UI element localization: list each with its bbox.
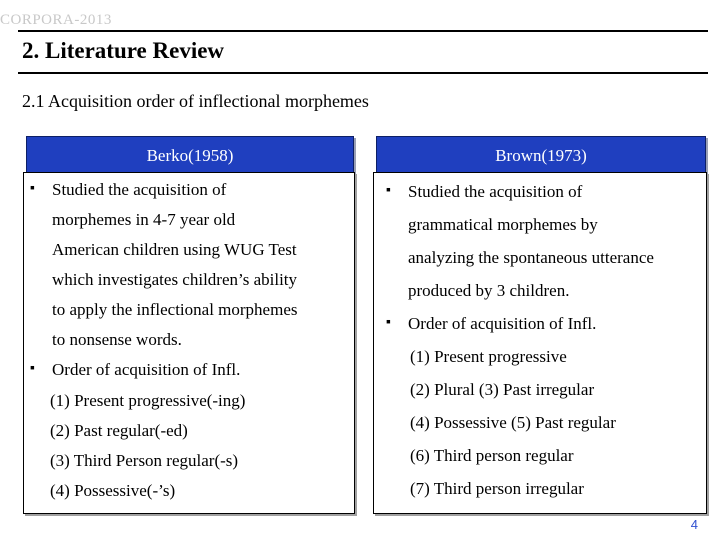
- brown-order-item: (7) Third person irregular: [410, 479, 584, 498]
- berko-order-item: (3) Third Person regular(-s): [50, 451, 239, 470]
- berko-line: ▪ Order of acquisition of Infl.: [52, 360, 240, 380]
- berko-line: ▪ Studied the acquisition of: [52, 180, 226, 200]
- berko-header: Berko(1958): [26, 136, 354, 176]
- berko-line: to nonsense words.: [52, 330, 182, 349]
- berko-order-item: (2) Past regular(-ed): [50, 421, 188, 440]
- berko-order-item: (1) Present progressive(-ing): [50, 391, 246, 410]
- brown-line: produced by 3 children.: [408, 281, 570, 300]
- brown-order-item: (4) Possessive (5) Past regular: [410, 413, 616, 432]
- brown-order-item: (6) Third person regular: [410, 446, 574, 465]
- page-number: 4: [690, 517, 698, 532]
- slide-title: 2. Literature Review: [22, 38, 225, 63]
- section-heading: 2.1 Acquisition order of inflectional morphemes: [22, 91, 369, 111]
- berko-order-item: (4) Possessive(-’s): [50, 481, 176, 500]
- berko-line: which investigates children’s ability: [52, 270, 298, 289]
- brown-panel: [373, 172, 707, 514]
- berko-panel: [23, 172, 355, 514]
- berko-line: to apply the inflectional morphemes: [52, 300, 298, 319]
- brown-line: analyzing the spontaneous utterance: [408, 248, 654, 267]
- brown-header: Brown(1973): [376, 136, 706, 176]
- brown-line: ▪ Studied the acquisition of: [408, 182, 582, 202]
- title-divider: [18, 72, 708, 74]
- brown-line: ▪ Order of acquisition of Infl.: [408, 314, 596, 334]
- brown-order-item: (2) Plural (3) Past irregular: [410, 380, 595, 399]
- berko-line: American children using WUG Test: [52, 240, 297, 259]
- brown-line: grammatical morphemes by: [408, 215, 598, 234]
- berko-line: morphemes in 4-7 year old: [52, 210, 236, 229]
- brown-order-item: (1) Present progressive: [410, 347, 567, 366]
- watermark-text: CORPORA-2013: [0, 12, 112, 28]
- top-divider: [18, 30, 708, 32]
